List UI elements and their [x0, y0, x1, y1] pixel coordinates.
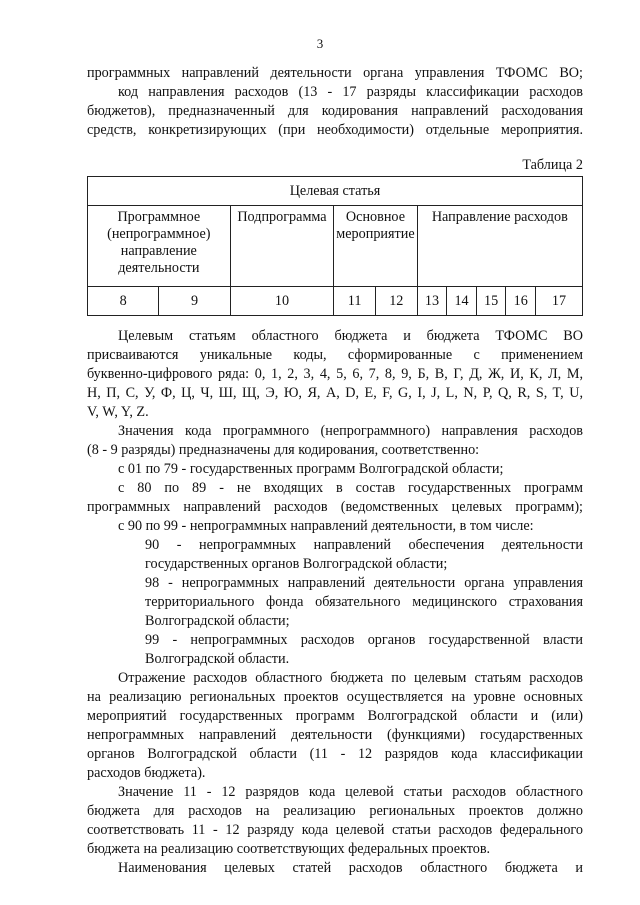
- text-line: с 01 по 79 - государственных программ Волгоградской области;: [118, 461, 504, 477]
- text-line: Целевым статьям областного бюджета и бюджета ТФОМС ВО: [118, 328, 583, 344]
- text-line: код направления расходов (13 - 17 разряды классификации расходов: [118, 84, 583, 100]
- text-line: Н, П, С, У, Ф, Ц, Ч, Ш, Щ, Э, Ю, Я, A, D, E, F, G, I, J, L, N, P, Q, R, S, T, U,: [87, 385, 583, 401]
- text-line: буквенно-цифрового ряда: 0, 1, 2, 3, 4, 5, 6, 7, 8, 9, Б, В, Г, Д, Ж, И, К, Л, М,: [87, 366, 583, 382]
- digit-cell: 14: [447, 287, 477, 316]
- text-line: Волгоградской области.: [145, 651, 290, 667]
- text-line: бюджета на реализацию соответствующих федеральных проектов.: [87, 841, 491, 857]
- text-line: (8 - 9 разряды) предназначены для кодирования, соответственно:: [87, 442, 480, 458]
- text-line: бюджета для расходов на реализацию региональных проектов должно: [87, 803, 583, 819]
- text-line: с 80 по 89 - не входящих в состав государственных программ: [118, 480, 583, 496]
- text-line: V, W, Y, Z.: [87, 404, 149, 420]
- digit-cell: 12: [375, 287, 417, 316]
- text-line: соответствовать 11 - 12 разряду кода целевой статьи расходов федерального: [87, 822, 583, 838]
- text-line: на реализацию региональных проектов осуществляется на уровне основных: [87, 689, 583, 705]
- digit-cell: 11: [334, 287, 376, 316]
- digit-cell: 9: [159, 287, 230, 316]
- text-line: Значение 11 - 12 разрядов кода целевой статьи расходов областного: [118, 784, 583, 800]
- text-line: территориального фонда обязательного медицинского страхования: [145, 594, 583, 610]
- text-line: Отражение расходов областного бюджета по целевым статьям расходов: [118, 670, 583, 686]
- column-expense-direction: Направление расходов: [417, 206, 582, 287]
- column-main-activity: Основное мероприятие: [334, 206, 417, 287]
- digit-cell: 15: [476, 287, 506, 316]
- text-line: средств, конкретизирующих (при необходимости) отдельные мероприятия.: [87, 122, 583, 138]
- text-line: программных направлений деятельности органа управления ТФОМС ВО;: [87, 65, 583, 81]
- text-line: бюджетов), предназначенный для кодирования направлений расходования: [87, 103, 583, 119]
- text-line: с 90 по 99 - непрограммных направлений деятельности, в том числе:: [118, 518, 534, 534]
- target-article-table: [87, 176, 583, 316]
- text-line: государственных органов Волгоградской области;: [145, 556, 448, 572]
- digit-cell: 17: [536, 287, 583, 316]
- text-line: 90 - непрограммных направлений обеспечения деятельности: [145, 537, 583, 553]
- text-line: присваиваются уникальные коды, сформированные с применением: [87, 347, 583, 363]
- text-line: расходов бюджета).: [87, 765, 206, 781]
- text-line: непрограммных направлений деятельности (функциями) государственных: [87, 727, 583, 743]
- text-line: Значения кода программного (непрограммного) направления расходов: [118, 423, 583, 439]
- text-line: мероприятий государственных программ Волгоградской области и (или): [87, 708, 583, 724]
- digit-cell: 13: [417, 287, 447, 316]
- text-line: 98 - непрограммных направлений деятельности органа управления: [145, 575, 583, 591]
- digit-cell: 8: [88, 287, 159, 316]
- table-header: Целевая статья: [88, 177, 583, 206]
- column-subprogram: Подпрограмма: [230, 206, 334, 287]
- column-program-direction: Программное (непрограммное) направление деятельности: [88, 206, 231, 287]
- digit-cell: 10: [230, 287, 334, 316]
- text-line: органов Волгоградской области (11 - 12 разрядов кода классификации: [87, 746, 583, 762]
- page-number: 3: [316, 36, 324, 51]
- text-line: Наименования целевых статей расходов областного бюджета и: [118, 860, 583, 876]
- text-line: Волгоградской области;: [145, 613, 290, 629]
- text-line: программных направлений расходов (ведомственных целевых программ);: [87, 499, 583, 515]
- table-caption: Таблица 2: [522, 157, 583, 173]
- text-line: 99 - непрограммных расходов органов государственной власти: [145, 632, 583, 648]
- digit-cell: 16: [506, 287, 536, 316]
